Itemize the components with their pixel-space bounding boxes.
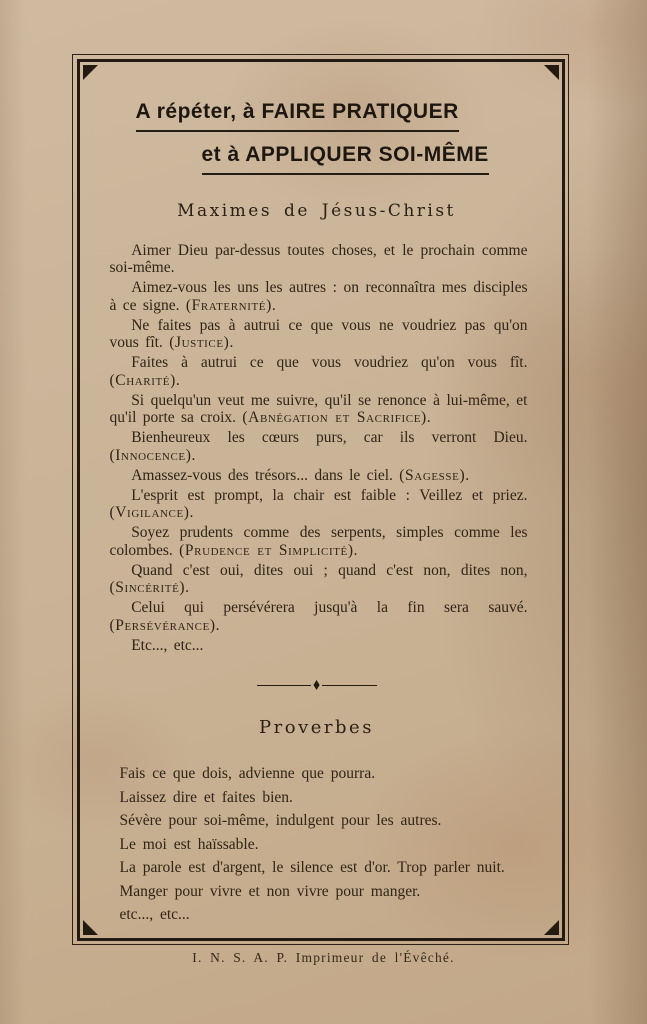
maxim-tag: (Innocence).	[109, 446, 196, 464]
maxim-item	[110, 429, 528, 464]
maxim-tag: (Justice).	[169, 334, 234, 351]
maxim-text: L'esprit est prompt, la chair est faible : Veillez et priez.	[131, 486, 528, 504]
maximes-list	[98, 242, 536, 655]
proverb-item: Manger pour vivre et non vivre pour manger.	[119, 882, 421, 900]
proverbes-list	[98, 762, 536, 927]
page-content	[80, 62, 562, 938]
maxim-tag: (Sagesse).	[399, 466, 470, 484]
page-frame-inner	[77, 59, 565, 941]
maxim-item	[110, 562, 528, 597]
divider-line	[257, 685, 311, 687]
diamond-ornament-icon: ♦	[311, 677, 322, 694]
maxim-tag: (Fraternité).	[185, 296, 277, 314]
header-line2: et à APPLIQUER SOI-MÊME	[202, 143, 489, 175]
maxim-text: Quand c'est oui, dites oui ; quand c'est non, dites non,	[131, 561, 528, 579]
proverb-item: Sévère pour soi-même, indulgent pour les autres.	[119, 812, 442, 829]
section-divider	[257, 677, 377, 694]
maxim-tag: (Prudence et Simplicité).	[179, 541, 359, 559]
page-frame-outer	[72, 54, 569, 945]
maxim-text: Aimez-vous les uns les autres : on reconnaîtra mes disciples à ce signe.	[109, 279, 528, 314]
printer-footer: I. N. S. A. P. Imprimeur de l'Évêché.	[192, 950, 455, 965]
maxim-text: Bienheureux les cœurs purs, car ils verront Dieu.	[131, 429, 528, 446]
proverb-item: Fais ce que dois, advienne que pourra.	[119, 765, 376, 782]
maxim-tag: (Persévérance).	[109, 616, 221, 634]
maxim-text: Soyez prudents comme des serpents, simples comme les colombes.	[109, 524, 528, 559]
maxim-item	[110, 242, 528, 277]
maxim-tag: (Vigilance).	[109, 504, 195, 521]
maxim-text: Faites à autrui ce que vous voudriez qu'on vous fît.	[131, 354, 528, 371]
maxim-item	[110, 392, 528, 427]
maxim-item	[110, 354, 528, 389]
proverb-item: La parole est d'argent, le silence est d'or. Trop parler nuit.	[119, 859, 505, 876]
proverbes-title: Proverbes	[259, 717, 374, 738]
proverb-item: Le moi est haïssable.	[119, 835, 259, 853]
maxim-tag: (Charité).	[109, 371, 181, 389]
maxim-text: Ne faites pas à autrui ce que vous ne voudriez pas qu'on vous fît.	[109, 316, 528, 351]
header-block	[98, 100, 536, 175]
maxim-item	[110, 317, 528, 352]
maximes-etc: Etc..., etc...	[131, 636, 204, 654]
maxim-tag: (Abnégation et Sacrifice).	[242, 409, 432, 426]
proverb-item: Laissez dire et faites bien.	[119, 788, 293, 806]
maxim-item	[110, 524, 528, 559]
maxim-item	[110, 487, 528, 522]
divider-line	[322, 685, 376, 687]
maxim-text: Amassez-vous des trésors... dans le ciel.	[131, 466, 393, 484]
maxim-text: Celui qui persévérera jusqu'à la fin sera sauvé.	[131, 599, 528, 616]
header-line1: A répéter, à FAIRE PRATIQUER	[136, 100, 459, 132]
maxim-tag: (Sincérité).	[109, 579, 190, 596]
proverb-item: etc..., etc...	[119, 906, 190, 923]
maxim-text: Aimer Dieu par-dessus toutes choses, et le prochain comme soi-même.	[109, 241, 528, 276]
maxim-item	[110, 467, 528, 485]
maximes-title: Maximes de Jésus-Christ	[177, 200, 456, 221]
maxim-item	[110, 279, 528, 314]
maxim-item	[110, 599, 528, 634]
maxim-text: Si quelqu'un veut me suivre, qu'il se renonce à lui-même, et qu'il porte sa croix.	[109, 391, 528, 426]
